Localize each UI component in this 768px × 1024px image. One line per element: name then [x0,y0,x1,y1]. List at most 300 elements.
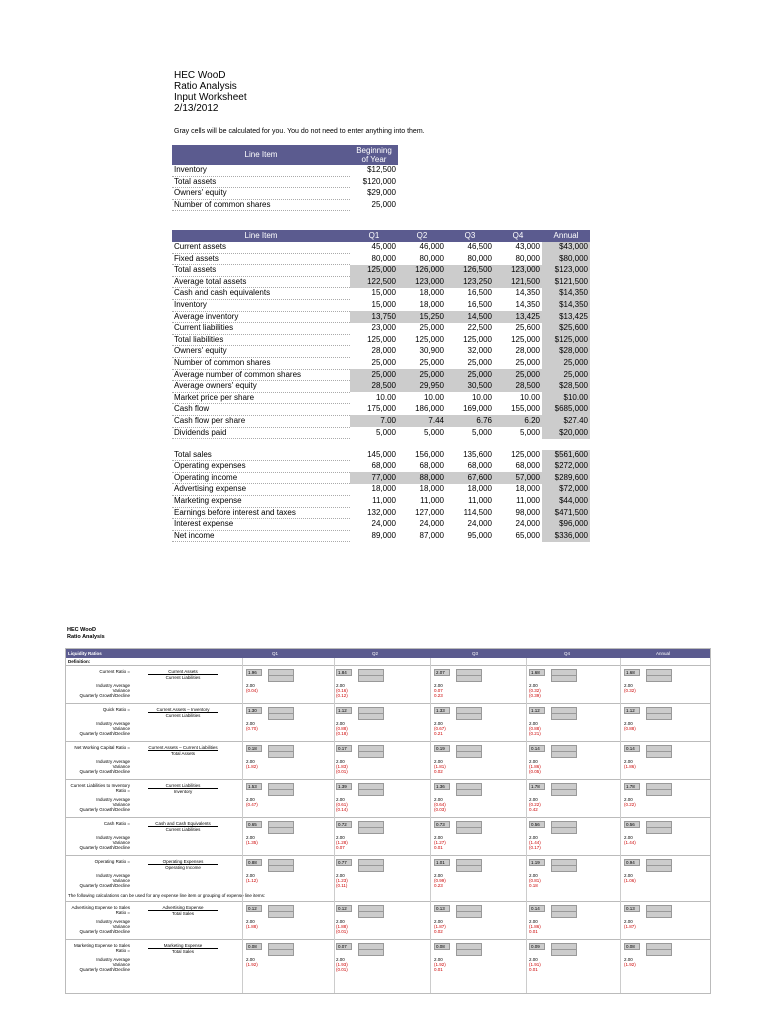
row-value: $28,500 [542,381,590,393]
row-value: $13,425 [542,311,590,323]
row-value[interactable]: 16,500 [467,299,492,309]
growth-value: 0.23 [434,693,443,698]
industry-average-value[interactable]: 2.00 [246,957,255,962]
ratio-value: 0.13 [436,906,445,911]
growth-value: 0.01 [529,967,538,972]
row-value[interactable]: 10.00 [423,392,444,402]
industry-average-value[interactable]: 2.00 [624,835,633,840]
row-value[interactable]: 80,000 [515,253,540,263]
table-row [172,450,590,461]
ratio-value: 0.17 [338,746,347,751]
row-value: 29,950 [398,381,446,393]
row-value[interactable]: 46,500 [467,242,492,252]
ratio-value: 0.56 [531,822,540,827]
industry-average-value[interactable]: 2.00 [624,797,633,802]
row-value[interactable]: 68,000 [419,461,444,471]
row-label: Total assets [172,265,350,277]
row-value: $80,000 [542,253,590,265]
industry-average-value[interactable]: 2.00 [529,759,538,764]
row-value: $44,000 [542,496,590,508]
row-label: Number of common shares [172,357,350,369]
variance-value: (1.86) [624,764,636,769]
industry-average-value[interactable]: 2.00 [246,759,255,764]
row-value[interactable]: 155,000 [511,404,540,414]
row-value[interactable]: 89,000 [371,530,396,540]
growth-value: (0.01) [336,929,348,934]
company-name: HEC WooD [174,70,226,81]
row-value: 25,000 [350,369,398,381]
industry-average-label: Industry Average [96,759,130,764]
row-value: $28,000 [542,346,590,358]
row-label: Cash flow [172,404,350,416]
ratio-value-cell [434,707,450,714]
row-value: 13,750 [350,311,398,323]
ratio-value-cell [434,783,450,790]
row-value[interactable]: 114,500 [463,507,492,517]
ratio-value-cell [434,905,450,912]
growth-value: 0.21 [434,731,443,736]
ratio-value-cell [529,783,545,790]
industry-average-value[interactable]: 2.00 [336,759,345,764]
ratio-formula [148,783,218,794]
industry-average-value[interactable]: 2.00 [624,721,633,726]
industry-average-value[interactable]: 2.00 [624,873,633,878]
column-header: Annual [542,230,590,242]
row-value: $14,350 [542,288,590,300]
growth-value: 0.07 [336,845,345,850]
row-value[interactable]: 11,000 [468,496,492,506]
beginning-of-year-table [172,145,398,211]
row-value[interactable]: 135,600 [463,449,492,459]
row-value[interactable]: 15,000 [371,288,396,298]
industry-average-value[interactable]: 2.00 [434,721,443,726]
ratio-input-cell [551,911,577,918]
industry-average-value[interactable]: 2.00 [434,873,443,878]
row-label: Net income [172,530,350,542]
row-value[interactable]: 11,000 [372,496,396,506]
growth-value: (0.14) [336,807,348,812]
ratio-formula [148,859,218,870]
ratio-value: 0.07 [338,944,347,949]
row-value[interactable]: 24,000 [467,519,492,529]
ratio-value: 0.88 [248,860,257,865]
row-value: 126,500 [446,265,494,277]
growth-value: (0.01) [336,769,348,774]
ratio-section [66,901,710,940]
row-value[interactable]: 68,000 [371,461,396,471]
row-label: Owners' equity [172,188,350,200]
ratio-name: Current Ratio = [99,669,130,674]
industry-average-label: Industry Average [96,797,130,802]
row-value[interactable]: 145,000 [367,449,396,459]
table-row [172,253,590,265]
formula-numerator: Current Assets [148,669,218,675]
row-value: 6.76 [446,415,494,427]
industry-average-value[interactable]: 2.00 [336,919,345,924]
row-value[interactable]: 45,000 [371,242,396,252]
ratio-value-cell [246,783,262,790]
variance-value: (0.81) [529,878,541,883]
variance-value: (0.22) [529,802,541,807]
row-value[interactable]: 25,000 [371,357,396,367]
row-value[interactable]: 156,000 [415,449,444,459]
growth-label: Quarterly Growth/Decline [79,845,130,850]
variance-value: 0.07 [434,688,443,693]
ratio-formula [148,707,218,718]
table-row [172,404,590,416]
row-value[interactable]: $120,000 [362,176,396,186]
ratio-value: 1.19 [531,860,540,865]
ratio-input-cell [551,827,577,834]
ratio-input-cell [456,949,482,956]
col-q3: Q3 [472,651,479,656]
industry-average-value[interactable]: 2.00 [624,957,633,962]
row-value[interactable]: 16,500 [467,288,492,298]
ratio-value: 0.12 [248,906,257,911]
ratio-value-cell [434,669,450,676]
ratio-value: 0.12 [338,906,347,911]
ratio-value-cell [336,859,352,866]
row-value[interactable]: 5,000 [423,427,444,437]
formula-denominator: Total Sales [171,949,194,954]
row-value[interactable]: 30,900 [419,346,444,356]
variance-label: Variance [112,878,130,883]
variance-value: (0.88) [529,726,541,731]
industry-average-value[interactable]: 2.00 [434,835,443,840]
ratio-input-cell [268,675,294,682]
row-value[interactable]: 186,000 [415,404,444,414]
ratio-value: 1.12 [531,708,540,713]
industry-average-value[interactable]: 2.00 [336,873,345,878]
row-value[interactable]: 25,000 [371,199,396,209]
table-row [172,165,398,176]
row-value: $96,000 [542,519,590,531]
variance-value: (1.88) [246,924,258,929]
ratio-value: 0.19 [436,746,445,751]
row-value[interactable]: 169,000 [463,404,492,414]
row-value[interactable]: 28,000 [515,346,540,356]
row-value: 7.44 [398,415,446,427]
variance-value: (1.35) [246,840,258,845]
ratio-input-cell [456,751,482,758]
row-value[interactable]: 24,000 [515,519,540,529]
industry-average-value[interactable]: 2.00 [246,873,255,878]
variance-label: Variance [112,924,130,929]
variance-label: Variance [112,726,130,731]
row-value[interactable]: 46,000 [419,242,444,252]
row-value[interactable]: 18,000 [419,484,444,494]
row-value: 14,500 [446,311,494,323]
row-value[interactable]: 10.00 [519,392,540,402]
growth-value: 0.18 [529,883,538,888]
ratio-value: 1.84 [338,670,347,675]
ratio-value-cell [529,943,545,950]
industry-average-value[interactable]: 2.00 [434,683,443,688]
industry-average-label: Industry Average [96,683,130,688]
growth-value: (0.21) [529,731,541,736]
row-value[interactable]: 95,000 [467,530,492,540]
row-value[interactable]: 28,000 [371,346,396,356]
table-row [172,472,590,484]
ratio-value-cell [624,821,640,828]
industry-average-value[interactable]: 2.00 [434,919,443,924]
table-row [172,381,590,393]
ratio-input-cell [358,675,384,682]
ratio-input-cell [268,865,294,872]
row-value: 123,000 [494,265,542,277]
row-value[interactable]: 18,000 [419,288,444,298]
variance-label: Variance [112,764,130,769]
row-label: Dividends paid [172,427,350,439]
ratio-value: 0.72 [338,822,347,827]
row-value[interactable]: 125,000 [367,334,396,344]
row-value[interactable]: $29,000 [367,188,396,198]
industry-average-value[interactable]: 2.00 [336,721,345,726]
row-value[interactable]: 18,000 [419,299,444,309]
row-value: $43,000 [542,242,590,253]
row-value[interactable]: 127,000 [415,507,444,517]
gray-cells-note: Gray cells will be calculated for you. You do not need to enter anything into them. [174,128,425,135]
formula-numerator: Cash and Cash Equivalents [148,821,218,827]
row-value: $272,000 [542,461,590,473]
variance-value: (0.70) [246,726,258,731]
row-value[interactable]: 25,000 [467,357,492,367]
variance-value: (1.28) [336,840,348,845]
row-label: Cash flow per share [172,415,350,427]
row-value[interactable]: 18,000 [371,484,396,494]
industry-average-label: Industry Average [96,835,130,840]
variance-value: (0.88) [336,726,348,731]
column-header: Q4 [494,230,542,242]
growth-label: Quarterly Growth/Decline [79,929,130,934]
row-value[interactable]: 5,000 [471,427,492,437]
ratio-section [66,817,710,856]
row-value[interactable]: 175,000 [367,404,396,414]
row-value[interactable]: 65,000 [515,530,540,540]
row-value: 25,000 [446,369,494,381]
row-value[interactable]: 25,000 [419,357,444,367]
ratio-input-cell [358,865,384,872]
column-header: Q3 [446,230,494,242]
ratio-input-cell [551,675,577,682]
growth-value: (0.17) [529,845,541,850]
variance-value: (1.44) [624,840,636,845]
industry-average-value[interactable]: 2.00 [529,919,538,924]
row-value[interactable]: 14,350 [515,299,540,309]
row-value: 13,425 [494,311,542,323]
variance-value: (1.06) [624,878,636,883]
ratio-value: 0.18 [248,746,257,751]
ratio-value-cell [624,783,640,790]
table-row [172,288,590,300]
growth-value: (0.03) [434,807,446,812]
ratio-section [66,855,710,894]
ratio-value-cell [246,707,262,714]
growth-value: (0.12) [336,693,348,698]
industry-average-value[interactable]: 2.00 [246,797,255,802]
growth-value: 0.01 [529,929,538,934]
row-label: Average number of common shares [172,369,350,381]
table-row [172,299,590,311]
ratio-analysis-title [67,627,105,641]
row-value[interactable]: 24,000 [419,519,444,529]
growth-value: (0.05) [529,769,541,774]
industry-average-value[interactable]: 2.00 [529,835,538,840]
row-value[interactable]: 18,000 [515,484,540,494]
row-value: $27.40 [542,415,590,427]
row-value[interactable]: 125,000 [463,334,492,344]
row-value[interactable]: 15,000 [371,299,396,309]
growth-value: (0.18) [336,731,348,736]
col-q1: Q1 [272,651,279,656]
row-value[interactable]: 23,000 [371,323,396,333]
ratio-value: 0.14 [531,746,540,751]
row-label: Market price per share [172,392,350,404]
ratio-value-cell [624,943,640,950]
ratio-formula [148,943,218,954]
formula-denominator: Inventory [173,789,193,794]
ratio-input-cell [268,949,294,956]
row-label: Fixed assets [172,253,350,265]
industry-average-value[interactable]: 2.00 [246,721,255,726]
row-value[interactable]: 10.00 [471,392,492,402]
row-value[interactable]: 24,000 [371,519,396,529]
variance-value: (0.22) [624,802,636,807]
table-row [172,369,590,381]
row-value[interactable]: 5,000 [375,427,396,437]
industry-average-value[interactable]: 2.00 [624,683,633,688]
industry-average-value[interactable]: 2.00 [529,721,538,726]
industry-average-value[interactable]: 2.00 [434,797,443,802]
ratio-name: Advertising Expense to Sales Ratio = [71,905,130,915]
ratio-name: Net Working Capital Ratio = [74,745,130,750]
industry-average-value[interactable]: 2.00 [246,919,255,924]
ratio-input-cell [358,789,384,796]
row-value[interactable]: 43,000 [515,242,540,252]
row-value[interactable]: 18,000 [467,484,492,494]
table-row [172,265,590,277]
industry-average-value[interactable]: 2.00 [336,683,345,688]
variance-value: (1.92) [434,962,446,967]
industry-average-value[interactable]: 2.00 [529,957,538,962]
row-value[interactable]: 11,000 [516,496,540,506]
row-value[interactable]: $12,500 [367,165,396,175]
table-row [172,392,590,404]
column-divider [526,658,527,993]
table-row [172,427,590,439]
ratio-analysis-label: Ratio Analysis [67,634,105,640]
ratio-value-cell [336,707,352,714]
ratio-input-cell [358,949,384,956]
row-value[interactable]: 68,000 [515,461,540,471]
row-value[interactable]: 14,350 [515,288,540,298]
industry-average-value[interactable]: 2.00 [434,759,443,764]
row-value[interactable]: 125,000 [511,449,540,459]
row-label: Cash and cash equivalents [172,288,350,300]
row-value[interactable]: 68,000 [467,461,492,471]
spacer-row [172,439,590,450]
expense-note: The following calculations can be used for any expense line item or grouping of expense line items: [68,893,266,898]
ratio-input-cell [456,789,482,796]
row-value[interactable]: 25,000 [419,323,444,333]
variance-value: (1.87) [624,924,636,929]
industry-average-value[interactable]: 2.00 [336,797,345,802]
row-value[interactable]: 125,000 [415,334,444,344]
row-value: 123,250 [446,276,494,288]
industry-average-value[interactable]: 2.00 [336,835,345,840]
industry-average-value[interactable]: 2.00 [529,683,538,688]
row-value: $14,350 [542,299,590,311]
row-value[interactable]: 125,000 [511,334,540,344]
table-row [172,507,590,519]
row-value[interactable]: 98,000 [515,507,540,517]
ratio-value: 1.96 [248,670,257,675]
ratio-value: 1.30 [248,708,257,713]
row-value[interactable]: 5,000 [519,427,540,437]
ratio-name: Marketing Expense to Sales Ratio = [73,943,130,953]
row-value[interactable]: 80,000 [467,253,492,263]
row-value[interactable]: 11,000 [420,496,444,506]
column-header: Q1 [350,230,398,242]
ratio-value-cell [624,859,640,866]
ratio-input-cell [646,713,672,720]
row-value[interactable]: 25,000 [515,357,540,367]
ratio-input-cell [551,713,577,720]
industry-average-value[interactable]: 2.00 [336,957,345,962]
growth-value: (0.39) [529,693,541,698]
row-value: $471,500 [542,507,590,519]
ratio-value-cell [434,943,450,950]
industry-average-label: Industry Average [96,873,130,878]
industry-average-value[interactable]: 2.00 [624,919,633,924]
industry-average-value[interactable]: 2.00 [246,683,255,688]
row-value: $25,600 [542,323,590,335]
growth-label: Quarterly Growth/Decline [79,807,130,812]
industry-average-value[interactable]: 2.00 [246,835,255,840]
industry-average-value[interactable]: 2.00 [529,797,538,802]
row-label: Inventory [172,165,350,176]
row-value[interactable]: 32,000 [467,346,492,356]
ratio-section [66,779,710,818]
quarterly-input-table [172,230,590,542]
row-value[interactable]: 25,600 [515,323,540,333]
ratio-input-cell [358,751,384,758]
row-value[interactable]: 80,000 [371,253,396,263]
ratio-value-cell [336,905,352,912]
ratio-value-cell [246,943,262,950]
row-label: Earnings before interest and taxes [172,507,350,519]
row-value[interactable]: 132,000 [367,507,396,517]
industry-average-value[interactable]: 2.00 [624,759,633,764]
ratio-input-cell [268,911,294,918]
row-value[interactable]: 87,000 [419,530,444,540]
row-value[interactable]: 22,500 [467,323,492,333]
variance-value: (1.92) [246,962,258,967]
industry-average-value[interactable]: 2.00 [529,873,538,878]
table-row [172,188,398,200]
row-value[interactable]: 80,000 [419,253,444,263]
row-value[interactable]: 10.00 [375,392,396,402]
column-divider [334,658,335,993]
ratio-value-cell [246,859,262,866]
ratio-value-cell [336,745,352,752]
variance-label: Variance [112,840,130,845]
formula-numerator: Marketing Expense [148,943,218,949]
variance-value: (0.32) [624,688,636,693]
industry-average-value[interactable]: 2.00 [434,957,443,962]
row-value: $20,000 [542,427,590,439]
industry-average-label: Industry Average [96,957,130,962]
